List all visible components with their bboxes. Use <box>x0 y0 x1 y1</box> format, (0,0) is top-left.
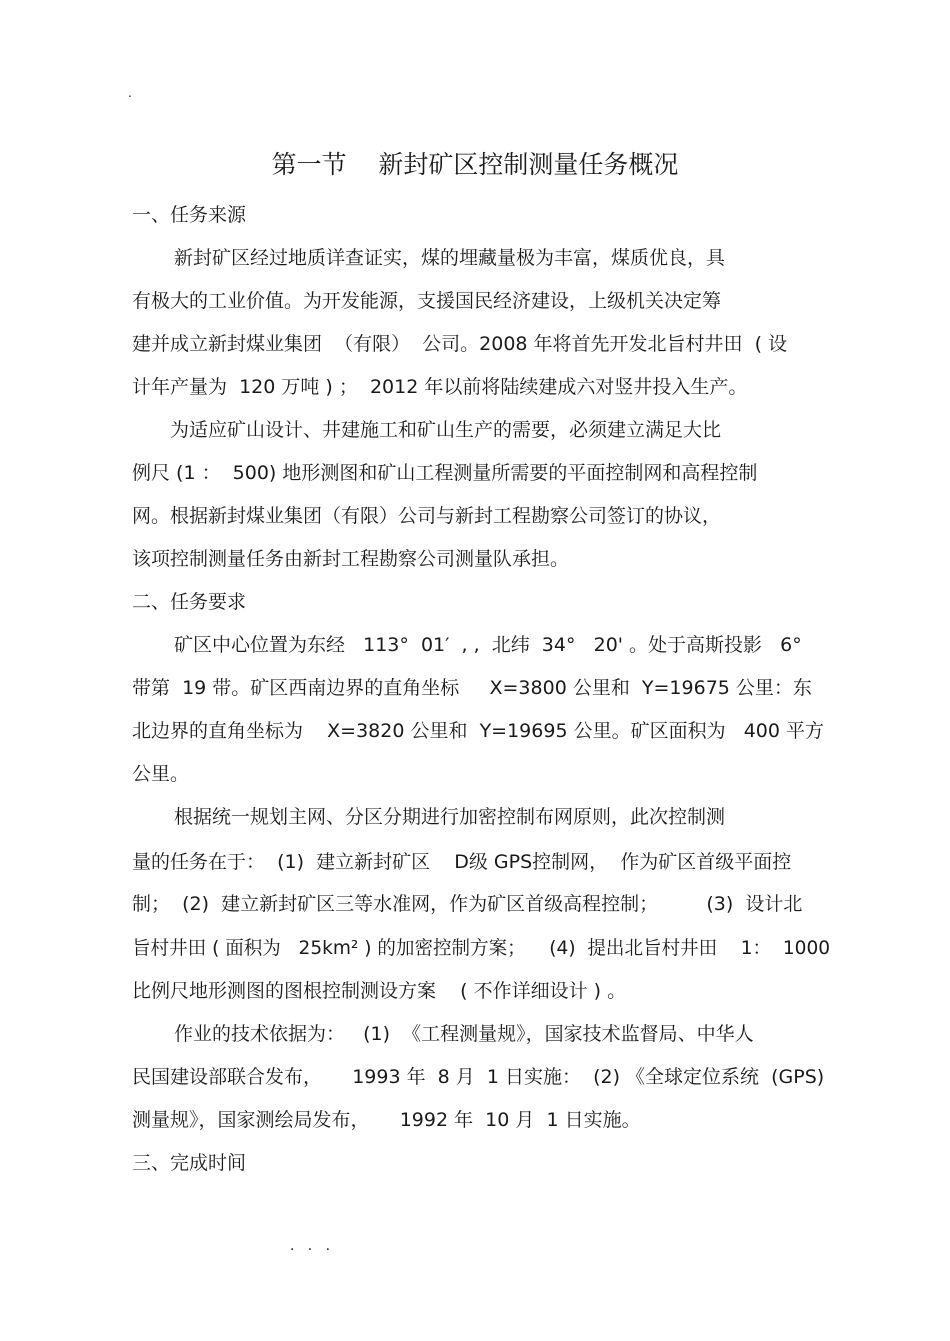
paragraph-line: 民国建设部联合发布， 1993 年 8 月 1 日实施： (2) 《全球定位系统 (GPS) <box>132 1066 825 1088</box>
page-title: 第一节 新封矿区控制测量任务概况 <box>271 150 679 179</box>
paragraph-line: 作业的技术依据为： (1) 《工程测量规》，国家技术监督局、中华人 <box>174 1023 754 1045</box>
section-heading: 二、任务要求 <box>132 591 247 613</box>
section-heading: 一、任务来源 <box>132 204 247 226</box>
paragraph-line: 北边界的直角坐标为 X=3820 公里和 Y=19695 公里。矿区面积为 400 平方 <box>132 720 824 742</box>
paragraph-line: 制； (2) 建立新封矿区三等水准网，作为矿区首级高程控制； (3) 设计北 <box>132 893 803 915</box>
paragraph-line: 量的任务在于： (1) 建立新封矿区 D级 GPS控制网， 作为矿区首级平面控 <box>132 851 792 873</box>
paragraph-line: 例尺 (1 ： 500) 地形测图和矿山工程测量所需要的平面控制网和高程控制 <box>132 462 758 484</box>
paragraph-line: 网。根据新封煤业集团（有限）公司与新封工程勘察公司签订的协议， <box>132 505 722 527</box>
paragraph-line: 新封矿区经过地质详查证实，煤的埋藏量极为丰富，煤质优良，具 <box>174 247 726 269</box>
paragraph-line: 计年产量为 120 万吨 ) ； 2012 年以前将陆续建成六对竖井投入生产。 <box>132 376 748 398</box>
paragraph-line: 为适应矿山设计、井建施工和矿山生产的需要，必须建立满足大比 <box>170 419 722 441</box>
paragraph-line: 旨村井田 ( 面积为 25km² ) 的加密控制方案； (4) 提出北旨村井田 1： 1000 <box>132 937 831 959</box>
paragraph-line: 测量规》，国家测绘局发布， 1992 年 10 月 1 日实施。 <box>132 1109 641 1131</box>
header-dot: . <box>128 86 132 100</box>
paragraph-line: 根据统一规划主网、分区分期进行加密控制布网原则，此次控制测 <box>174 806 726 828</box>
paragraph-line: 建并成立新封煤业集团 （有限） 公司。2008 年将首先开发北旨村井田 ( 设 <box>132 333 788 355</box>
paragraph-line: 矿区中心位置为东经 113° 01′ , , 北纬 34° 20' 。处于高斯投影 6° <box>174 634 802 656</box>
section-heading: 三、完成时间 <box>132 1152 247 1174</box>
paragraph-line: 公里。 <box>132 763 190 785</box>
paragraph-line: 比例尺地形测图的图根控制测设方案 ( 不作详细设计 ) 。 <box>132 980 627 1002</box>
paragraph-line: 有极大的工业价值。为开发能源，支援国民经济建设，上级机关决定筹 <box>132 290 722 312</box>
paragraph-line: 带第 19 带。矿区西南边界的直角坐标 X=3800 公里和 Y=19675 公里：东 <box>132 677 812 699</box>
paragraph-line: 该项控制测量任务由新封工程勘察公司测量队承担。 <box>132 548 570 570</box>
footer-dots: . . . <box>290 1238 331 1254</box>
